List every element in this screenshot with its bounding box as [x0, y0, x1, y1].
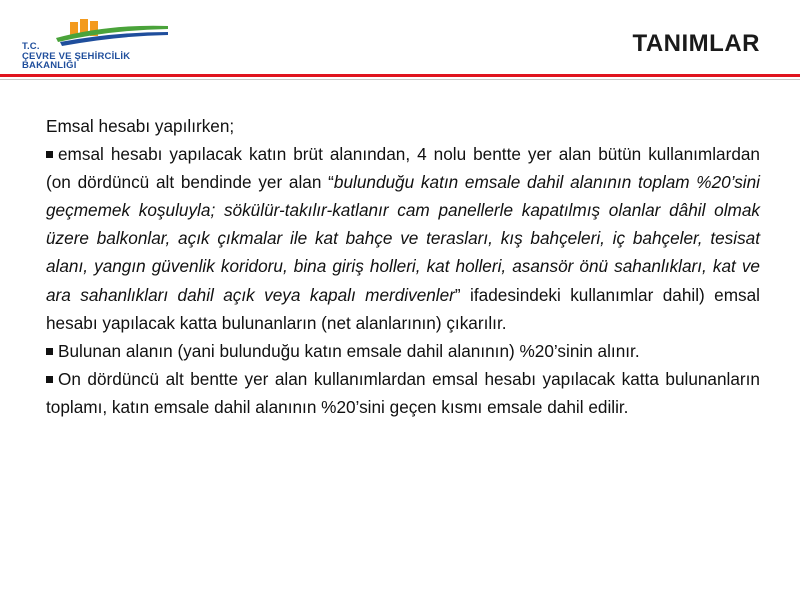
square-bullet-icon [46, 151, 53, 158]
logo-line-3: BAKANLIĞI [22, 60, 77, 71]
logo-line-1: T.C. [22, 41, 40, 52]
square-bullet-icon [46, 376, 53, 383]
bullet-3-text: On dördüncü alt bentte yer alan kullanımlardan emsal hesabı yapılacak katta bulunanların toplamı, katın emsale dahil alanının %20’sini geçen kısmı emsale dahil edilir. [46, 368, 760, 417]
bullet-1-text-end: ” ifadesindeki kullanımlar dahil) emsal hesabı yapılacak katta bulunanların (net alanlarının) çıkarılır. [46, 284, 760, 333]
bullet-1-italic-quote: bulunduğu katın emsale dahil alanının toplam %20’sini geçmemek koşuluyla; sökülür-takılır-katlanır cam panellerle kapatılmış olanlar dâhil olmak üzere balkonlar, açık çıkmalar ile kat bahçe ve terasları, kış bahçeleri, iç bahçeler, tesisat alanı, yangın güvenlik koridoru, bina giriş holleri, kat holleri, asansör önü sahanlıkları, kat ve ara sahanlıkları dahil açık veya kapalı merdivenler [46, 172, 760, 305]
page-title: TANIMLAR [632, 30, 760, 57]
intro-line: Emsal hesabı yapılırken; [46, 116, 235, 136]
logo-text [22, 42, 130, 71]
header-divider-shadow [0, 79, 800, 80]
bullet-item-1 [46, 140, 760, 337]
bullet-item-3 [46, 365, 760, 421]
definitions-text [46, 112, 760, 421]
header-divider [0, 74, 800, 77]
square-bullet-icon [46, 348, 53, 355]
logo-line-2: ÇEVRE VE ŞEHİRCİLİK [22, 50, 131, 62]
bullet-item-2 [46, 337, 760, 365]
bullet-1-text: emsal hesabı yapılacak katın brüt alanından, 4 nolu bentte yer alan bütün kullanımlardan (on dördüncü alt bendinde yer alan “ [46, 144, 760, 193]
bullet-2-text: Bulunan alanın (yani bulunduğu katın emsale dahil alanının) %20’sinin alınır. [58, 340, 640, 361]
ministry-logo [18, 16, 178, 74]
